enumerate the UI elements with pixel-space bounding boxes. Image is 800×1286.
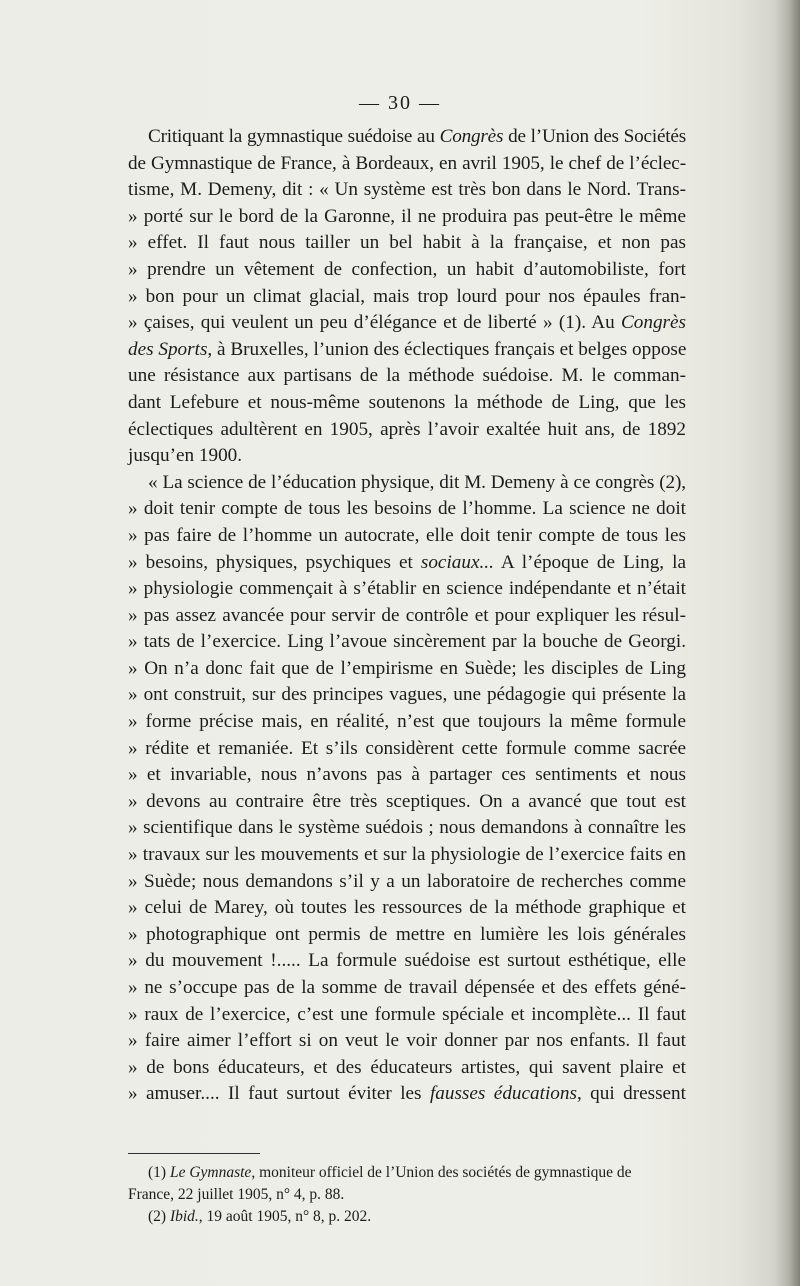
text-line: » du mouvement !..... La formule suédoise est surtout esthétique, elle: [128, 950, 686, 972]
text-line: tisme, M. Demeny, dit : « Un système est très bon dans le Nord. Trans-: [128, 179, 686, 201]
text-line: » celui de Marey, où toutes les ressources de la méthode graphique et: [128, 897, 686, 919]
text-line: » physiologie commençait à s’établir en science indépendante et n’était: [128, 578, 686, 600]
text-line: » bon pour un climat glacial, mais trop lourd pour nos épaules fran-: [128, 285, 686, 307]
text-line: » doit tenir compte de tous les besoins de l’homme. La science ne doit: [128, 498, 686, 520]
footnote-2: (2) Ibid., 19 août 1905, n° 8, p. 202.: [148, 1208, 372, 1225]
text-line: une résistance aux partisans de la méthode suédoise. M. le comman-: [128, 365, 686, 387]
text-line: » et invariable, nous n’avons pas à partager ces sentiments et nous: [128, 764, 686, 786]
text-line: » photographique ont permis de mettre en lumière les lois générales: [128, 923, 686, 945]
text-line: dant Lefebure et nous-même soutenons la méthode de Ling, que les: [128, 391, 686, 413]
text-line: » pas faire de l’homme un autocrate, elle doit tenir compte de tous les: [128, 524, 686, 546]
text-line: Critiquant la gymnastique suédoise au Congrès de l’Union des Sociétés: [148, 126, 686, 147]
text-line: » effet. Il faut nous tailler un bel habit à la française, et non pas: [128, 232, 686, 254]
text-line: » devons au contraire être très sceptiques. On a avancé que tout est: [128, 790, 686, 812]
text-line: » çaises, qui veulent un peu d’élégance et de liberté » (1). Au Congrès: [128, 312, 686, 334]
text-line: » de bons éducateurs, et des éducateurs artistes, qui savent plaire et: [128, 1056, 686, 1078]
page-number: — 30 —: [359, 92, 441, 114]
footnote-1-continued: France, 22 juillet 1905, n° 4, p. 88.: [128, 1186, 345, 1203]
text-line: » Suède; nous demandons s’il y a un laboratoire de recherches comme: [128, 870, 686, 892]
text-line: » porté sur le bord de la Garonne, il ne produira pas peut-être le même: [128, 205, 686, 227]
text-line: » tats de l’exercice. Ling l’avoue sincèrement par la bouche de Georgi.: [128, 631, 686, 653]
text-line: » ne s’occupe pas de la somme de travail dépensée et des effets géné-: [128, 977, 686, 998]
text-line: éclectiques adultèrent en 1905, après l’avoir exaltée huit ans, de 1892: [128, 418, 686, 440]
text-line: » forme précise mais, en réalité, n’est que toujours la même formule: [128, 711, 686, 733]
text-line: » besoins, physiques, psychiques et sociaux... A l’époque de Ling, la: [128, 551, 686, 573]
text-line: » amuser.... Il faut surtout éviter les fausses éducations, qui dressent: [128, 1083, 686, 1105]
text-line: de Gymnastique de France, à Bordeaux, en avril 1905, le chef de l’éclec-: [128, 152, 686, 174]
footnote-separator: [128, 1153, 260, 1154]
text-line: » prendre un vêtement de confection, un habit d’automobiliste, fort: [128, 258, 686, 280]
page-edge-shadow: [774, 0, 800, 1286]
text-line: » raux de l’exercice, c’est une formule spéciale et incomplète... Il faut: [128, 1003, 686, 1025]
text-line: « La science de l’éducation physique, dit M. Demeny à ce congrès (2),: [148, 471, 686, 493]
text-line: » travaux sur les mouvements et sur la physiologie de l’exercice faits en: [128, 844, 686, 866]
text-line: » ont construit, sur des principes vagues, une pédagogie qui présente la: [128, 684, 686, 706]
footnote-1: (1) Le Gymnaste, moniteur officiel de l’Union des sociétés de gymnastique de: [148, 1164, 632, 1181]
text-line: » rédite et remaniée. Et s’ils considèrent cette formule comme sacrée: [128, 737, 686, 759]
text-line: » pas assez avancée pour servir de contrôle et pour expliquer les résul-: [128, 604, 686, 626]
text-line: » faire aimer l’effort si on veut le voir donner par nos enfants. Il faut: [128, 1030, 686, 1052]
text-line: jusqu’en 1900.: [128, 445, 243, 467]
text-line: » On n’a donc fait que de l’empirisme en Suède; les disciples de Ling: [128, 657, 686, 679]
main-text: [128, 124, 686, 1108]
text-line: des Sports, à Bruxelles, l’union des éclectiques français et belges oppose: [128, 338, 687, 360]
footnotes: [128, 1162, 708, 1228]
text-line: » scientifique dans le système suédois ; nous demandons à connaître les: [128, 817, 686, 839]
